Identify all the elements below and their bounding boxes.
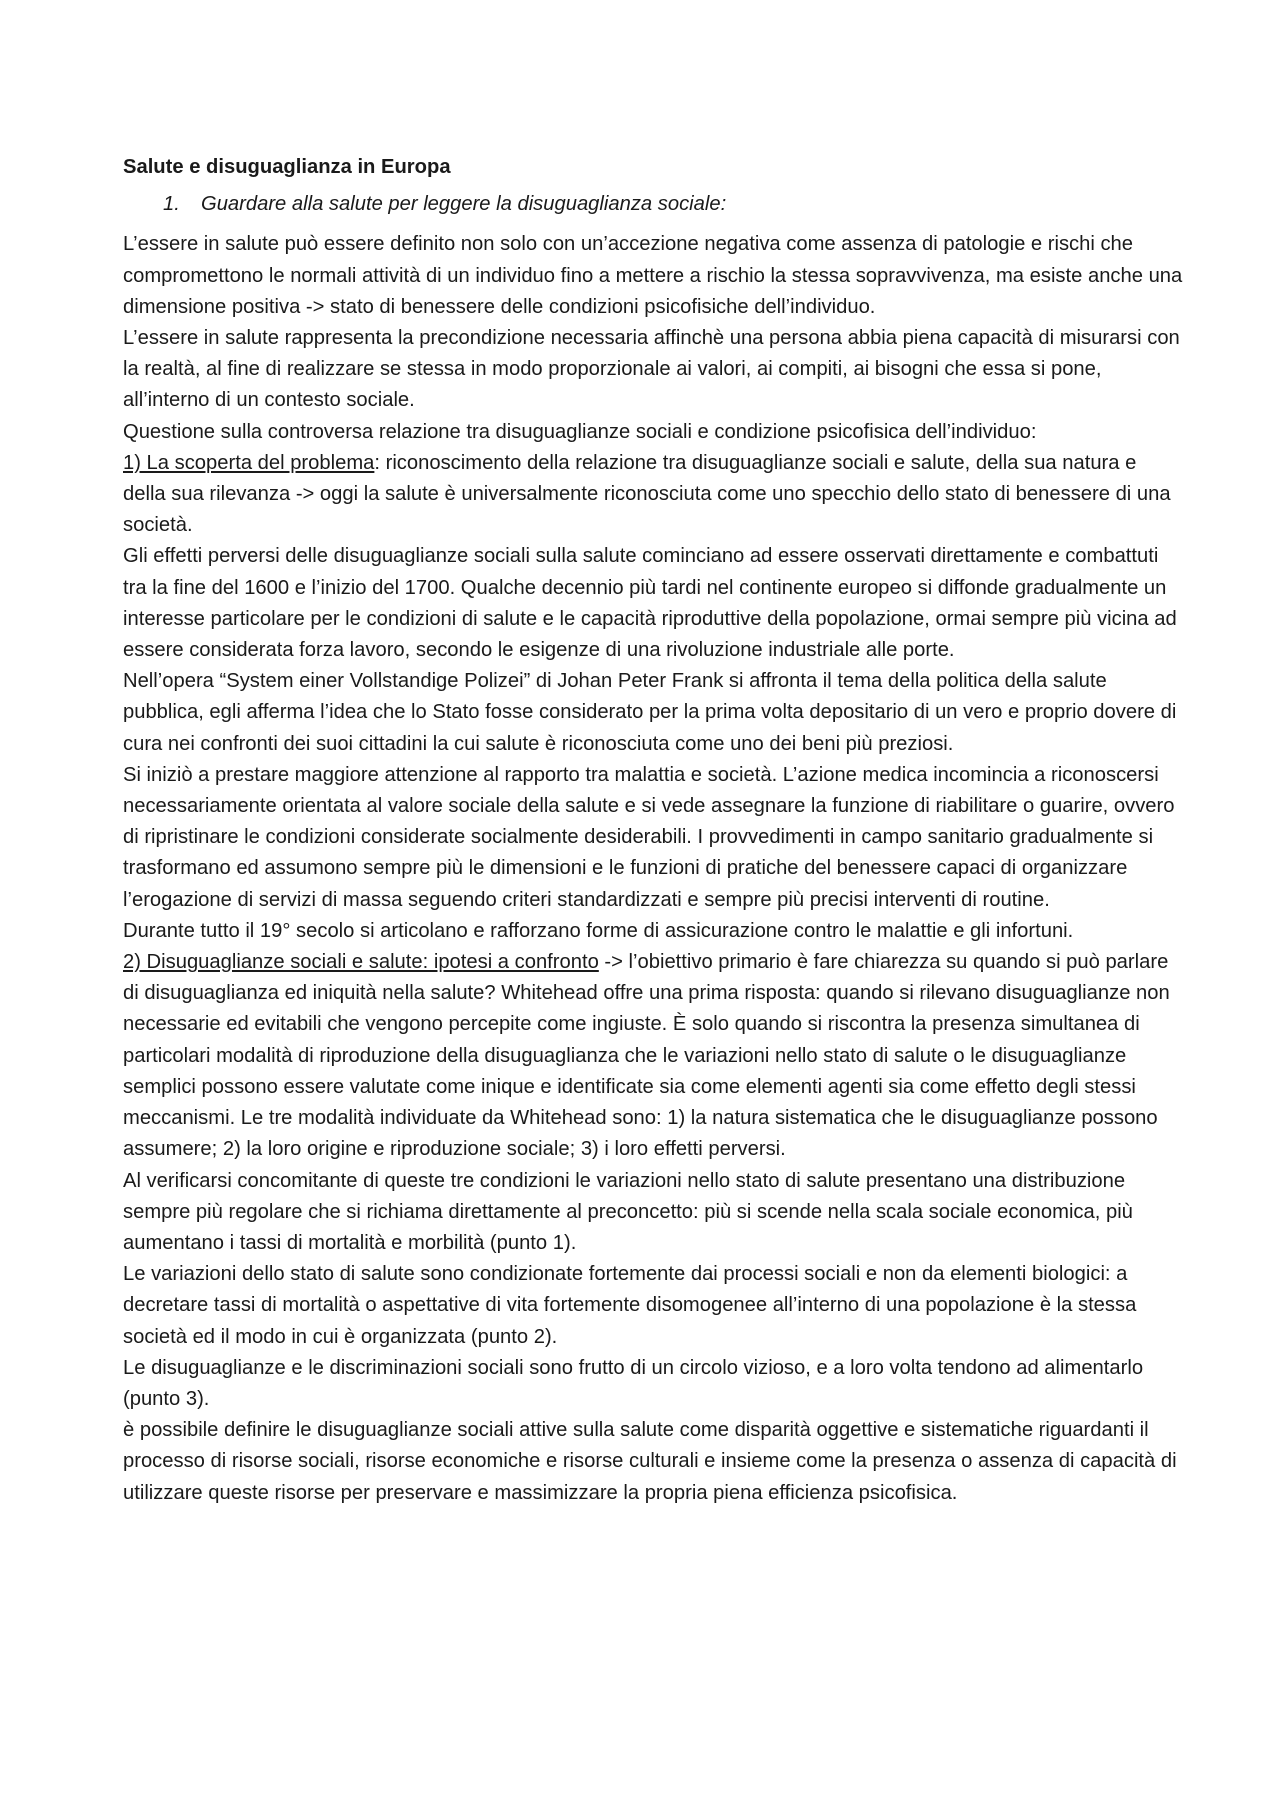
subsection-text-hypotheses: -> l’obiettivo primario è fare chiarezza su quando si può parlare di disuguaglianza ed iniquità nella salute? Whitehead offre una prima risposta: quando si rilevano disuguaglianze non necessarie ed evitabili che vengono percepite come ingiuste. È solo quando si riscontra la presenza simultanea di particolari modalità di riproduzione della disuguaglianza che le variazioni nello stato di salute o le disuguaglianze semplici possono essere valutate come inique e identificate sia come elementi agenti sia come effetto degli stessi meccanismi. Le tre modalità individuate da Whitehead sono: 1) la natura sistematica che le disuguaglianze possono assumere; 2) la loro origine e riproduzione sociale; 3) i loro effetti perversi. xyxy=(123,951,1170,1161)
paragraph-hypotheses xyxy=(123,947,1183,1165)
paragraph-insurance: Durante tutto il 19° secolo si articolano e rafforzano forme di assicurazione contro le malattie e gli infortuni. xyxy=(123,919,1074,942)
paragraph-point-1: Al verificarsi concomitante di queste tre condizioni le variazioni nello stato di salute presentano una distribuzione sempre più regolare che si richiama direttamente al preconcetto: più si scende nella scala sociale economica, più aumentano i tassi di mortalità e morbilità (punto 1). xyxy=(123,1169,1133,1254)
section-heading-text: Guardare alla salute per leggere la disuguaglianza sociale: xyxy=(201,193,727,216)
subsection-label-hypotheses: 2) Disuguaglianze sociali e salute: ipotesi a confronto xyxy=(123,951,599,974)
paragraph-health-precondition: L’essere in salute rappresenta la precondizione necessaria affinchè una persona abbia piena capacità di misurarsi con la realtà, al fine di realizzare se stessa in modo proporzionale ai valori, ai compiti, ai bisogni che essa si pone, all’interno di un contesto sociale. xyxy=(123,327,1180,412)
paragraph-history: Gli effetti perversi delle disuguaglianze sociali sulla salute cominciano ad essere osservati direttamente e combattuti tra la fine del 1600 e l’inizio del 1700. Qualche decennio più tardi nel continente europeo si diffonde gradualmente un interesse particolare per le condizioni di salute e le capacità riproduttive della popolazione, ormai sempre più vicina ad essere considerata forza lavoro, secondo le esigenze di una rivoluzione industriale alle porte. xyxy=(123,545,1177,662)
paragraph-discovery xyxy=(123,448,1183,542)
paragraph-frank: Nell’opera “System einer Vollstandige Polizei” di Johan Peter Frank si affronta il tema della politica della salute pubblica, egli afferma l’idea che lo Stato fosse considerato per la prima volta depositario di un vero e proprio dovere di cura nei confronti dei suoi cittadini la cui salute è riconosciuta come uno dei beni più preziosi. xyxy=(123,670,1177,755)
paragraph-point-2: Le variazioni dello stato di salute sono condizionate fortemente dai processi sociali e non da elementi biologici: a decretare tassi di mortalità o aspettative di vita fortemente disomogenee all’interno di una popolazione è la stessa società ed il modo in cui è organizzata (punto 2). xyxy=(123,1263,1137,1348)
paragraph-medical-action: Si iniziò a prestare maggiore attenzione al rapporto tra malattia e società. L’azione medica incomincia a riconoscersi necessariamente orientata al valore sociale della salute e si vede assegnare la funzione di riabilitare o guarire, ovvero di ripristinare le condizioni considerate socialmente desiderabili. I provvedimenti in campo sanitario gradualmente si trasformano ed assumono sempre più le dimensioni e le funzioni di pratiche del benessere capaci di organizzare l’erogazione di servizi di massa seguendo criteri standardizzati e sempre più precisi interventi di routine. xyxy=(123,763,1175,911)
subsection-text-discovery: : riconoscimento della relazione tra disuguaglianze sociali e salute, della sua natura e della sua rilevanza -> oggi la salute è universalmente riconosciuta come uno specchio dello stato di benessere di una società. xyxy=(123,451,1171,537)
paragraph-question: Questione sulla controversa relazione tra disuguaglianze sociali e condizione psicofisica dell’individuo: xyxy=(123,420,1037,443)
paragraph-health-definition: L’essere in salute può essere definito non solo con un’accezione negativa come assenza di patologie e rischi che compromettono le normali attività di un individuo fino a mettere a rischio la stessa sopravvivenza, ma esiste anche una dimensione positiva -> stato di benessere delle condizioni psicofisiche dell’individuo. xyxy=(123,233,1183,318)
section-number: 1. xyxy=(163,193,180,216)
paragraph-definition: è possibile definire le disuguaglianze sociali attive sulla salute come disparità oggettive e sistematiche riguardanti il processo di risorse sociali, risorse economiche e risorse culturali e insieme come la presenza o assenza di capacità di utilizzare queste risorse per preservare e massimizzare la propria piena efficienza psicofisica. xyxy=(123,1419,1177,1504)
document-title: Salute e disuguaglianza in Europa xyxy=(123,156,451,178)
section-heading-1 xyxy=(123,189,1183,220)
subsection-label-discovery: 1) La scoperta del problema xyxy=(123,451,375,474)
document-page xyxy=(123,152,1183,1509)
paragraph-point-3: Le disuguaglianze e le discriminazioni sociali sono frutto di un circolo vizioso, e a loro volta tendono ad alimentarlo (punto 3). xyxy=(123,1356,1144,1410)
